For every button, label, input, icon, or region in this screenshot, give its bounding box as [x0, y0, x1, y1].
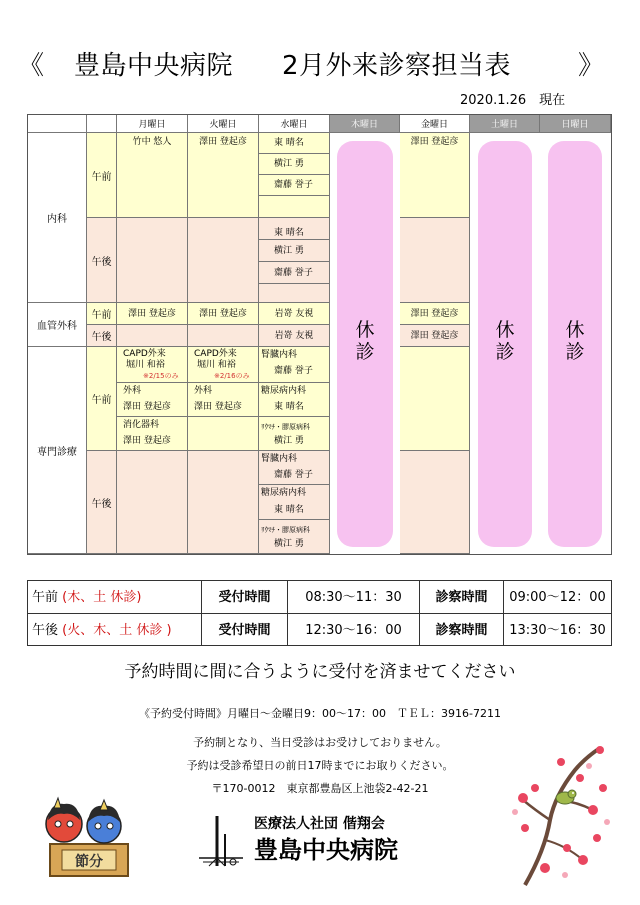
cell-senmon-pm-mon — [117, 451, 188, 554]
policy-line-2: 予約は受診希望日の前日17時までにお取りください。 — [186, 759, 454, 772]
doctor-name: 澤田 登起彦 — [199, 309, 247, 319]
cell-naika-am-wed — [259, 133, 330, 218]
cell-senmon-am-tue — [188, 347, 259, 451]
doctor-name: 東 晴名 — [274, 402, 304, 412]
plum-blossom-illustration — [505, 740, 615, 890]
cell-kekkan-am-fri — [400, 303, 470, 325]
doctor-name: 齋藤 誉子 — [274, 470, 313, 480]
title-subtitle: 2月外来診察担当表 — [282, 51, 512, 81]
cell-naika-pm-tue — [188, 218, 259, 303]
doctor-name: 東 晴名 — [274, 138, 304, 148]
cell-senmon-pm-wed — [259, 451, 330, 554]
hours-table — [27, 580, 612, 646]
period-naika-pm: 午後 — [87, 218, 117, 303]
specialty-name: 外科 — [194, 386, 213, 396]
pm-row-label — [28, 614, 202, 646]
title-open-bracket: 《 — [18, 51, 45, 81]
doctor-name: 横江 勇 — [274, 159, 304, 169]
am-exam-label: 診察時間 — [420, 581, 504, 613]
header-sunday: 日曜日 — [540, 115, 611, 133]
header-blank-period — [87, 115, 117, 133]
header-monday: 月曜日 — [117, 115, 188, 133]
cell-senmon-am-mon — [117, 347, 188, 451]
doctor-name: 澤田 登起彦 — [410, 137, 459, 147]
hospital-logo-icon — [195, 814, 245, 870]
closed-thursday — [337, 141, 393, 547]
header-friday: 金曜日 — [400, 115, 470, 133]
header-blank-dept — [28, 115, 87, 133]
cell-senmon-am-wed — [259, 347, 330, 451]
specialty-name: 消化器科 — [123, 420, 160, 430]
am-exam-time: 09:00～12：00 — [509, 590, 606, 605]
am-label: 午前 — [32, 590, 63, 605]
closed-saturday — [478, 141, 532, 547]
schedule-table — [27, 114, 612, 555]
doctor-name: 澤田 登起彦 — [123, 402, 171, 412]
doctor-name: 東 晴名 — [274, 228, 304, 238]
notice-text: 予約時間に間に合うように受付を済ませてください — [124, 662, 516, 682]
period-kekkan-pm: 午後 — [87, 325, 117, 347]
pm-exam-time: 13:30～16：30 — [509, 623, 606, 638]
dept-senmon: 専門診療 — [28, 347, 87, 554]
dept-kekkan: 血管外科 — [28, 303, 87, 347]
specialty-name: 糖尿病内科 — [261, 488, 307, 498]
header-saturday: 土曜日 — [470, 115, 540, 133]
date-note: ※2/15のみ — [143, 372, 179, 380]
doctor-name: 横江 勇 — [274, 539, 304, 549]
address: 〒170-0012 東京都豊島区上池袋2-42-21 — [211, 782, 429, 795]
doctor-name: 齋藤 誉子 — [274, 180, 313, 190]
title-hospital: 豊島中央病院 — [74, 51, 234, 81]
doctor-name: 齋藤 誉子 — [274, 366, 313, 376]
title-close-bracket: 》 — [578, 51, 605, 81]
closed-label: 休 診 — [355, 319, 375, 363]
am-reception-time: 08:30～11：30 — [288, 581, 420, 613]
specialty-name: CAPD外来 — [123, 349, 166, 359]
cell-kekkan-am-tue — [188, 303, 259, 325]
cell-naika-pm-wed — [259, 218, 330, 303]
header-tuesday: 火曜日 — [188, 115, 259, 133]
period-senmon-am: 午前 — [87, 347, 117, 451]
period-naika-am: 午前 — [87, 133, 117, 218]
doctor-name: 澤田 登起彦 — [194, 402, 242, 412]
doctor-name: 澤田 登起彦 — [410, 331, 459, 341]
header-wednesday: 水曜日 — [259, 115, 330, 133]
specialty-name: CAPD外来 — [194, 349, 237, 359]
specialty-name: 外科 — [123, 386, 142, 396]
specialty-name: ﾘｳﾏﾁ・膠原病科 — [261, 526, 310, 534]
cell-senmon-pm-tue — [188, 451, 259, 554]
date-note: ※2/16のみ — [214, 372, 250, 380]
cell-kekkan-pm-wed — [259, 325, 330, 347]
pm-closed-note: (火、木、土 休診 ) — [62, 623, 172, 638]
page-title — [0, 44, 640, 88]
pm-reception-time: 12:30～16：00 — [288, 614, 420, 646]
doctor-name: 岩嵜 友視 — [274, 309, 314, 319]
pm-label: 午後 — [32, 623, 63, 638]
dept-naika: 内科 — [28, 133, 87, 303]
period-kekkan-am: 午前 — [87, 303, 117, 325]
reservation-hours: 《予約受付時間》月曜日～金曜日9：00～17：00 ＴＥＬ：3916-7211 — [139, 707, 501, 720]
specialty-name: 糖尿病内科 — [261, 386, 307, 396]
hospital-name: 豊島中央病院 — [254, 836, 398, 864]
doctor-name: 岩嵜 友視 — [274, 331, 314, 341]
cell-kekkan-am-wed — [259, 303, 330, 325]
organization-name: 医療法人社団 偕翔会 — [254, 816, 385, 832]
period-senmon-pm: 午後 — [87, 451, 117, 554]
cell-kekkan-pm-mon — [117, 325, 188, 347]
doctor-name: 堀川 和裕 — [197, 360, 236, 370]
cell-naika-pm-mon — [117, 218, 188, 303]
doctor-name: 澤田 登起彦 — [123, 436, 171, 446]
am-reception-label: 受付時間 — [202, 581, 288, 613]
doctor-name: 横江 勇 — [274, 246, 304, 256]
specialty-name: ﾘｳﾏﾁ・膠原病科 — [261, 423, 310, 431]
policy-line-1: 予約制となり、当日受診はお受けしておりません。 — [193, 736, 447, 749]
am-closed-note: (木、土 休診) — [62, 590, 142, 605]
am-row-label — [28, 581, 202, 613]
closed-sunday — [548, 141, 602, 547]
specialty-name: 腎臓内科 — [261, 454, 298, 464]
doctor-name: 堀川 和裕 — [126, 360, 165, 370]
doctor-name: 竹中 悠人 — [132, 137, 172, 147]
doctor-name: 澤田 登起彦 — [410, 309, 459, 319]
cell-kekkan-am-mon — [117, 303, 188, 325]
setsubun-label: 節分 — [75, 854, 103, 870]
cell-naika-am-mon — [117, 133, 188, 218]
closed-label: 休 診 — [565, 319, 585, 363]
doctor-name: 澤田 登起彦 — [128, 309, 176, 319]
doctor-name: 東 晴名 — [274, 505, 304, 515]
doctor-name: 齋藤 誉子 — [274, 268, 313, 278]
cell-senmon-am-fri — [400, 347, 470, 451]
as-of-date: 2020.1.26 現在 — [460, 93, 566, 108]
doctor-name: 澤田 登起彦 — [199, 137, 247, 147]
cell-naika-am-fri — [400, 133, 470, 218]
pm-exam-label: 診察時間 — [420, 614, 504, 646]
setsubun-oni-illustration — [28, 796, 140, 880]
pm-reception-label: 受付時間 — [202, 614, 288, 646]
cell-naika-pm-fri — [400, 218, 470, 303]
doctor-name: 横江 勇 — [274, 436, 304, 446]
header-thursday: 木曜日 — [330, 115, 400, 133]
cell-naika-am-tue — [188, 133, 259, 218]
cell-kekkan-pm-fri — [400, 325, 470, 347]
cell-senmon-pm-fri — [400, 451, 470, 554]
closed-label: 休 診 — [495, 319, 515, 363]
specialty-name: 腎臓内科 — [261, 350, 298, 360]
cell-kekkan-pm-tue — [188, 325, 259, 347]
